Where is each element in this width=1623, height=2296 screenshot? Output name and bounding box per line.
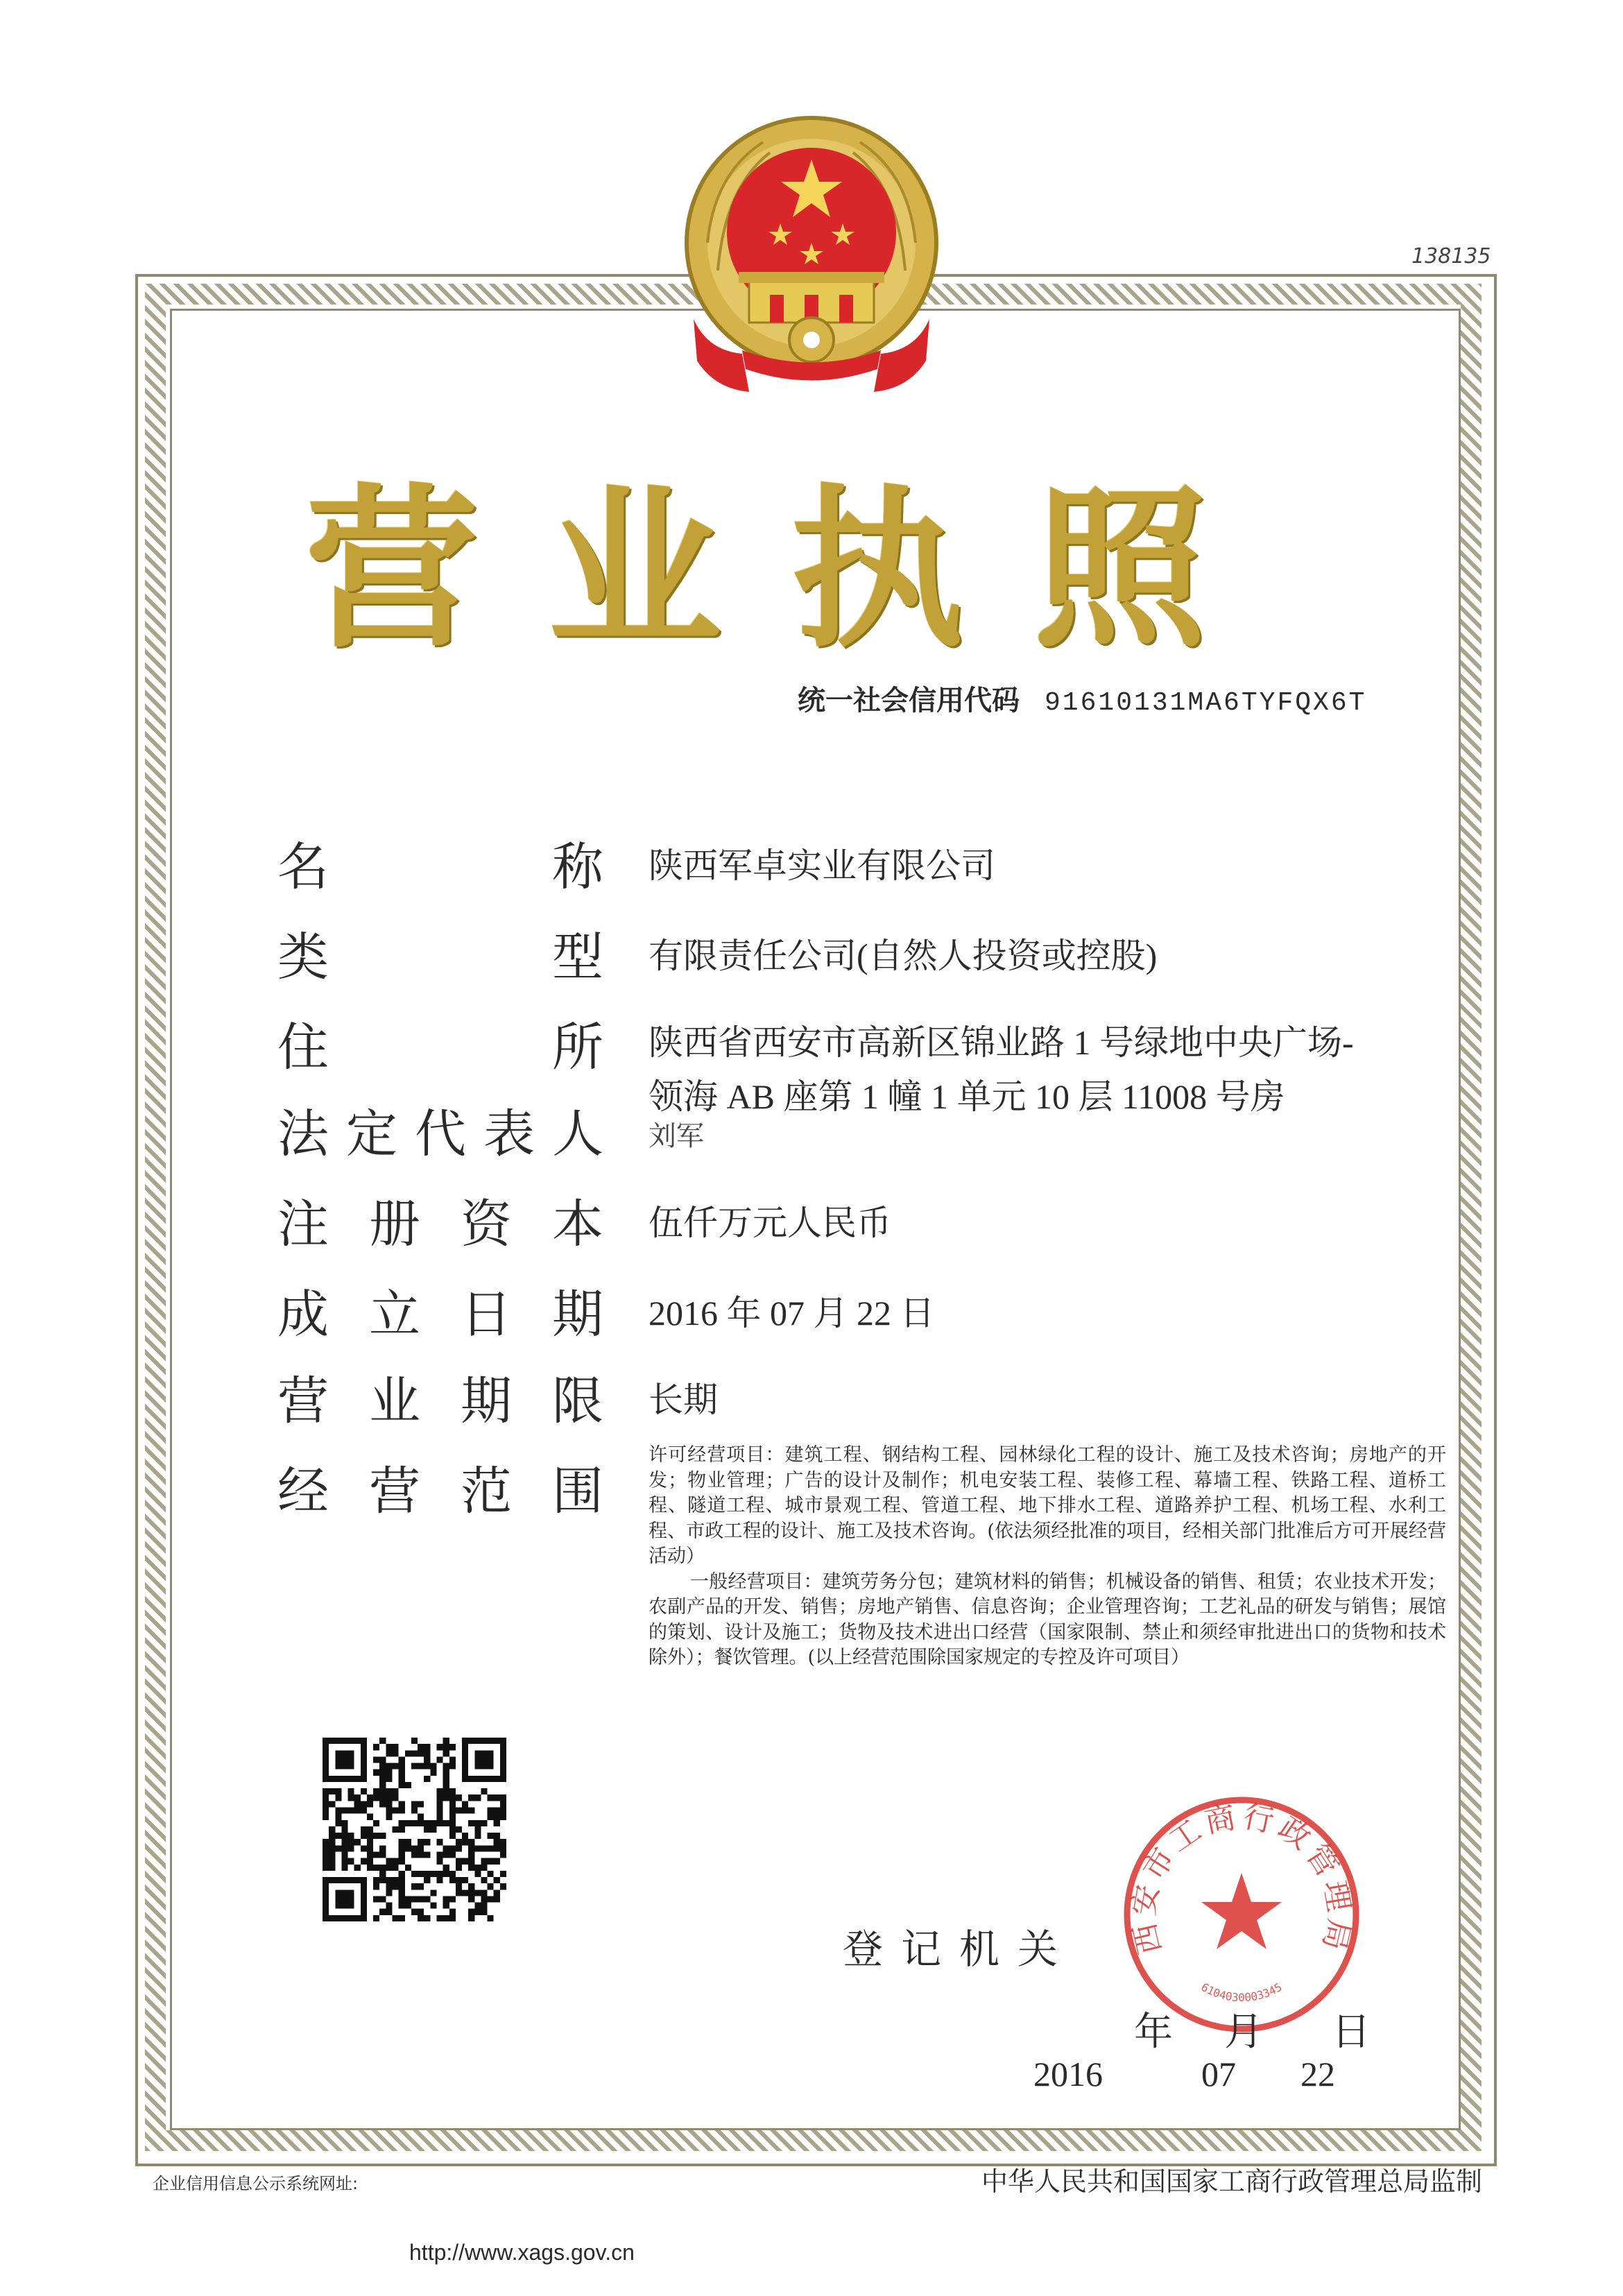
svg-text:6104030003345 xyxy=(1199,1980,1285,2004)
seal-number: 6104030003345 xyxy=(1199,1980,1285,2005)
field-label-address: 住 所 xyxy=(277,1018,603,1077)
field-value-name: 陕西军卓实业有限公司 xyxy=(649,846,995,885)
date-year-value: 2016 xyxy=(1033,2055,1103,2093)
field-value-address-line2: 领海 AB 座第 1 幢 1 单元 10 层 11008 号房 xyxy=(649,1077,1285,1116)
field-label-name: 名 称 xyxy=(277,837,603,897)
national-emblem-icon xyxy=(666,111,957,409)
credit-code-label: 统一社会信用代码 xyxy=(798,685,1020,717)
date-year-unit: 年 xyxy=(1134,2010,1173,2055)
field-value-term: 长期 xyxy=(649,1380,718,1419)
field-label-scope: 经 营 范 围 xyxy=(277,1462,603,1521)
footer-supervision-text: 中华人民共和国国家工商行政管理总局监制 xyxy=(981,2166,1483,2197)
registration-authority-label: 登记机关 xyxy=(843,1926,1076,1973)
field-label-legal-rep: 法 定 代 表 人 xyxy=(277,1104,603,1164)
field-value-scope xyxy=(649,1443,1446,1671)
field-value-address-line1: 陕西省西安市高新区锦业路 1 号绿地中央广场- xyxy=(649,1023,1354,1062)
field-value-legal-rep: 刘军 xyxy=(649,1120,704,1151)
official-seal-icon xyxy=(1117,1790,1366,2039)
credit-code xyxy=(798,680,1366,721)
field-value-type: 有限责任公司(自然人投资或控股) xyxy=(649,936,1158,975)
footer-system-label: 企业信用信息公示系统网址: xyxy=(153,2174,359,2193)
scope-paragraph-licensed: 许可经营项目：建筑工程、钢结构工程、园林绿化工程的设计、施工及技术咨询；房地产的开发；物业管理；广告的设计及制作；机电安装工程、装修工程、幕墙工程、铁路工程、道桥工程、隧道工程、城市景观工程、管道工程、地下排水工程、道路养护工程、机场工程、水利工程、市政工程的设计、施工及技术咨询。(依法须经批准的项目，经相关部门批准后方可开展经营活动） xyxy=(649,1444,1446,1567)
field-label-established: 成 立 日 期 xyxy=(277,1285,603,1344)
date-day-unit: 日 xyxy=(1332,2010,1371,2055)
field-value-capital: 伍仟万元人民币 xyxy=(649,1203,891,1242)
field-label-type: 类 型 xyxy=(277,927,603,987)
field-label-term: 营 业 期 限 xyxy=(277,1371,603,1431)
credit-code-value: 91610131MA6TYFQX6T xyxy=(1045,688,1367,718)
date-month-unit: 月 xyxy=(1224,2010,1263,2055)
page-title: 营业执照 xyxy=(305,467,1276,671)
field-value-established: 2016 年 07 月 22 日 xyxy=(649,1294,935,1333)
seal-text: 西安市工商行政管理局 xyxy=(1126,1799,1357,1958)
date-day-value: 22 xyxy=(1300,2055,1335,2093)
date-month-value: 07 xyxy=(1201,2055,1236,2093)
footer-url-link[interactable]: http://www.xags.gov.cn xyxy=(409,2240,635,2265)
field-label-capital: 注 册 资 本 xyxy=(277,1194,603,1254)
scope-paragraph-general: 一般经营项目：建筑劳务分包；建筑材料的销售；机械设备的销售、租赁；农业技术开发；农副产品的开发、销售；房地产销售、信息咨询；企业管理咨询；工艺礼品的研发与销售；展馆的策划、设计及施工；货物及技术进出口经营（国家限制、禁止和须经审批进出口的货物和技术除外）；餐饮管理。(以上经营范围除国家规定的专控及许可项目） xyxy=(649,1570,1446,1668)
handwritten-number: 138135 xyxy=(1411,244,1491,268)
qr-code-icon xyxy=(323,1738,506,1921)
